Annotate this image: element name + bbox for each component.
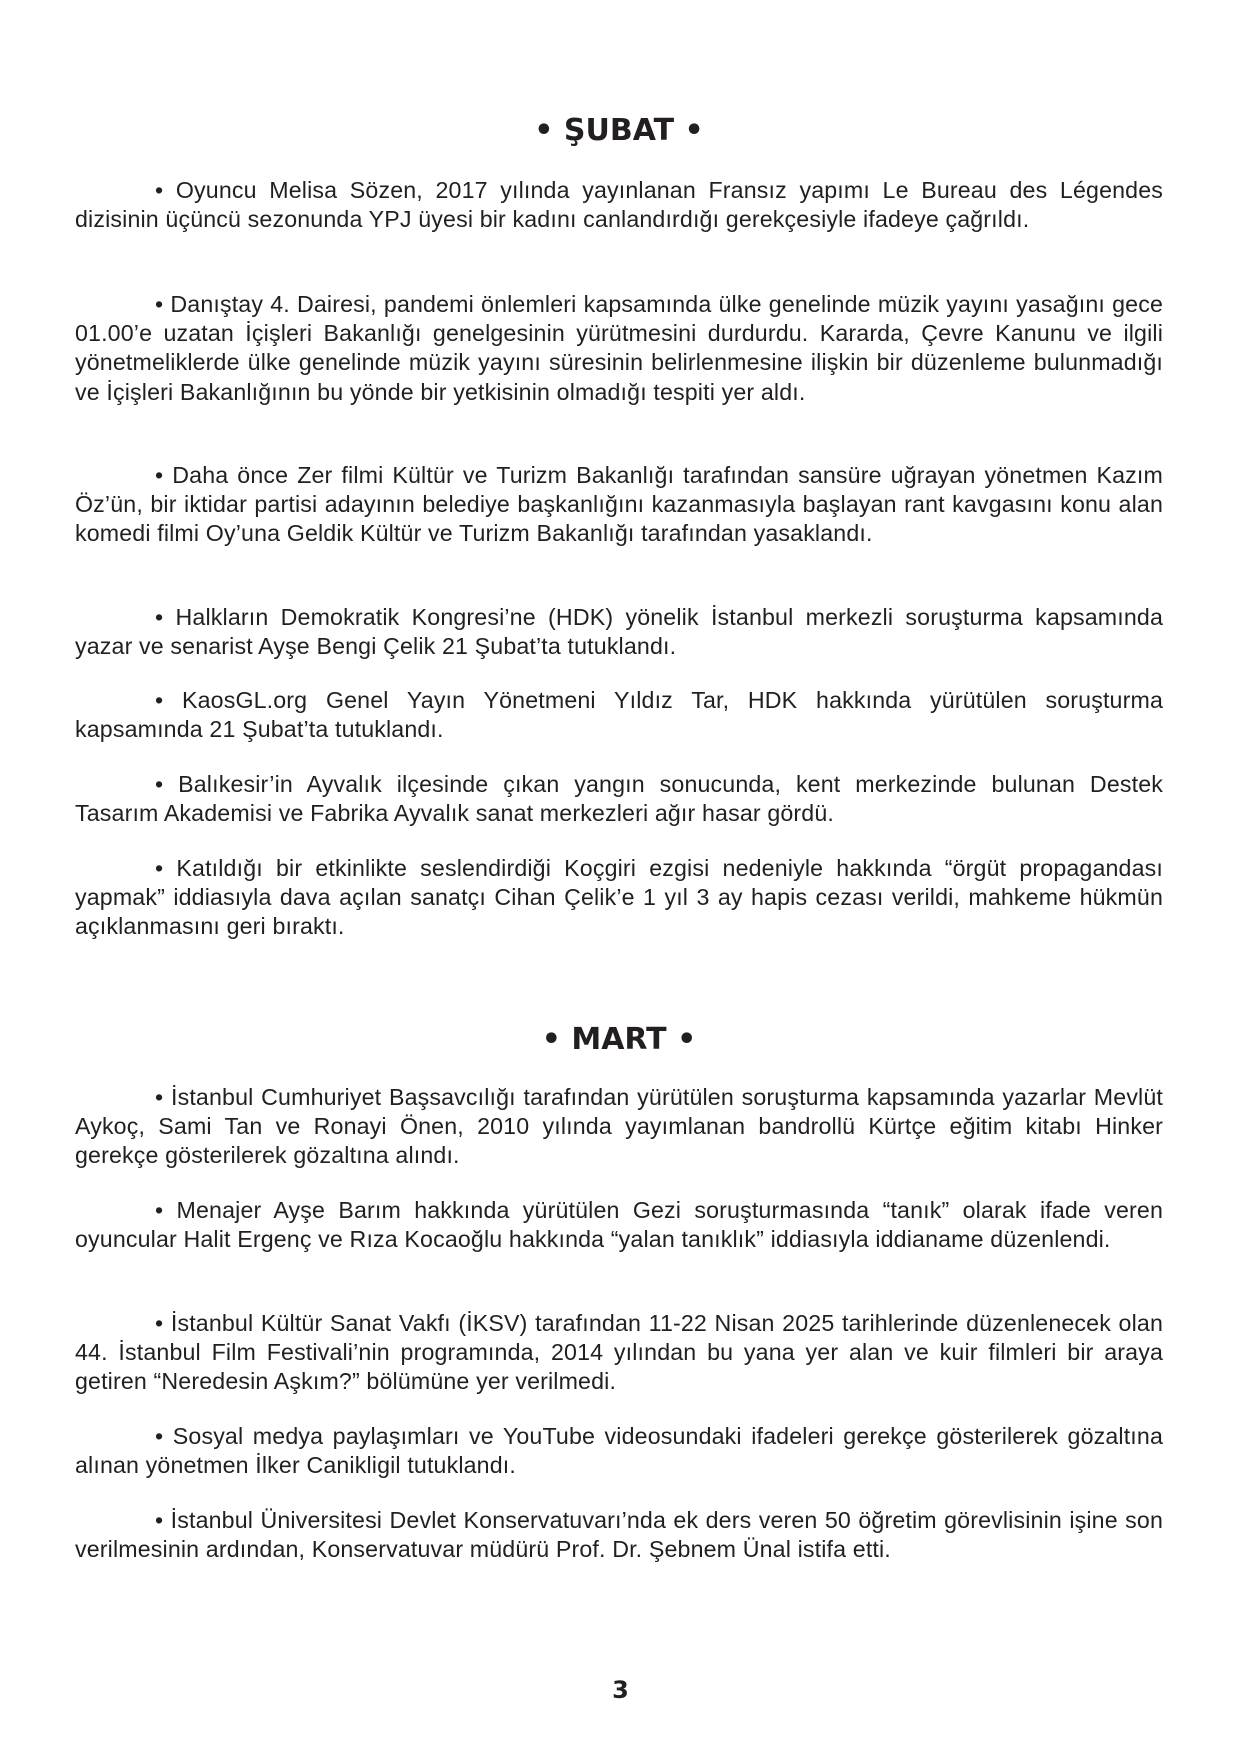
news-item-text: • KaosGL.org Genel Yayın Yönetmeni Yıldız Tar, HDK hakkında yürütülen soruşturma kapsamında 21 Şubat’ta tutuklandı. <box>75 687 1163 743</box>
title-bullet-right: • <box>677 1022 697 1057</box>
news-item <box>75 603 1163 661</box>
news-item <box>75 176 1163 234</box>
news-item-text: • Menajer Ayşe Barım hakkında yürütülen Gezi soruşturmasında “tanık” olarak ifade veren oyuncular Halit Ergenç ve Rıza Kocaoğlu hakkında “yalan tanıklık” iddiasıyla iddianame düzenlendi. <box>75 1197 1163 1253</box>
news-item-text: • Daha önce Zer filmi Kültür ve Turizm Bakanlığı tarafından sansüre uğrayan yönetmen Kazım Öz’ün, bir iktidar partisi adayının belediye başkanlığını kazanmasıyla başlayan rant kavgasını konu alan komedi filmi Oy’una Geldik Kültür ve Turizm Bakanlığı tarafından yasaklandı. <box>75 462 1163 547</box>
news-item <box>75 1422 1163 1480</box>
section-title-mart <box>75 1022 1163 1057</box>
news-item-text: • İstanbul Kültür Sanat Vakfı (İKSV) tarafından 11-22 Nisan 2025 tarihlerinde düzenlenecek olan 44. İstanbul Film Festivali’nin programında, 2014 yılından bu yana yer alan ve kuir filmleri bir araya getiren “Neredesin Aşkım?” bölümüne yer verilmedi. <box>75 1310 1163 1395</box>
news-item-text: • Sosyal medya paylaşımları ve YouTube videosundaki ifadeleri gerekçe gösterilerek gözaltına alınan yönetmen İlker Canikligil tutuklandı. <box>75 1423 1163 1479</box>
news-item <box>75 1506 1163 1564</box>
news-item <box>75 1309 1163 1397</box>
news-item-text: • Katıldığı bir etkinlikte seslendirdiği Koçgiri ezgisi nedeniyle hakkında “örgüt propagandası yapmak” iddiasıyla dava açılan sanatçı Cihan Çelik’e 1 yıl 3 ay hapis cezası verildi, mahkeme hükmün açıklanmasını geri bıraktı. <box>75 855 1163 940</box>
news-item-text: • İstanbul Üniversitesi Devlet Konservatuvarı’nda ek ders veren 50 öğretim görevlisinin işine son verilmesinin ardından, Konservatuvar müdürü Prof. Dr. Şebnem Ünal istifa etti. <box>75 1507 1163 1563</box>
news-item-text: • Halkların Demokratik Kongresi’ne (HDK) yönelik İstanbul merkezli soruşturma kapsamında yazar ve senarist Ayşe Bengi Çelik 21 Şubat’ta tutuklandı. <box>75 604 1163 660</box>
section-title-subat <box>75 113 1163 148</box>
title-bullet-left: • <box>534 113 554 148</box>
section-title-text: MART <box>571 1022 667 1057</box>
news-item-text: • Danıştay 4. Dairesi, pandemi önlemleri kapsamında ülke genelinde müzik yayını yasağını gece 01.00’e uzatan İçişleri Bakanlığı genelgesinin yürütmesini durdurdu. Kararda, Çevre Kanunu ve ilgili yönetmeliklerde ülke genelinde müzik yayını süresinin belirlenmesine ilişkin bir düzenleme bulunmadığı ve İçişleri Bakanlığının bu yönde bir yetkisinin olmadığı tespiti yer aldı. <box>75 291 1163 405</box>
title-bullet-right: • <box>684 113 704 148</box>
news-item <box>75 686 1163 744</box>
news-item <box>75 290 1163 407</box>
news-item-text: • İstanbul Cumhuriyet Başsavcılığı tarafından yürütülen soruşturma kapsamında yazarlar Mevlüt Aykoç, Sami Tan ve Ronayi Önen, 2010 yılında yayımlanan bandrollü Kürtçe eğitim kitabı Hinker gerekçe gösterilerek gözaltına alındı. <box>75 1084 1163 1169</box>
section-title-text: ŞUBAT <box>563 113 675 148</box>
news-item-text: • Oyuncu Melisa Sözen, 2017 yılında yayınlanan Fransız yapımı Le Bureau des Légendes dizisinin üçüncü sezonunda YPJ üyesi bir kadını canlandırdığı gerekçesiyle ifadeye çağrıldı. <box>75 177 1163 233</box>
news-item <box>75 770 1163 828</box>
page-number: 3 <box>612 1676 629 1704</box>
news-item <box>75 854 1163 942</box>
news-item <box>75 1083 1163 1171</box>
news-item-text: • Balıkesir’in Ayvalık ilçesinde çıkan yangın sonucunda, kent merkezinde bulunan Destek Tasarım Akademisi ve Fabrika Ayvalık sanat merkezleri ağır hasar gördü. <box>75 771 1163 827</box>
title-bullet-left: • <box>541 1022 561 1057</box>
news-item <box>75 461 1163 549</box>
news-item <box>75 1196 1163 1254</box>
